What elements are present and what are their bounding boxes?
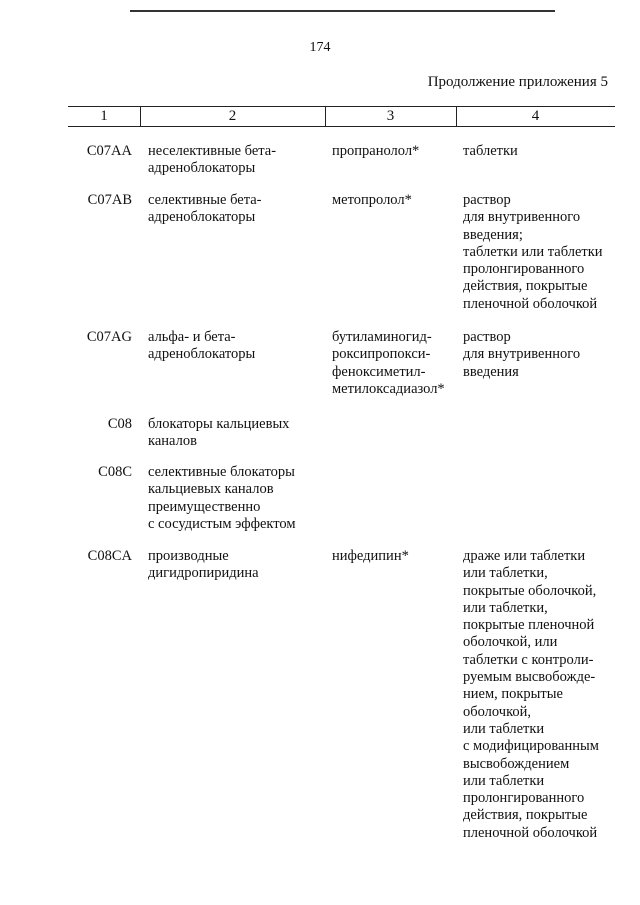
atc-code: C08 (107, 416, 132, 432)
pharmacological-group: производные дигидропиридина (148, 548, 259, 582)
drug-name: нифедипин* (332, 548, 409, 564)
drug-name: пропранолол* (332, 143, 420, 159)
pharmacological-group: неселективные бета- адреноблокаторы (148, 143, 277, 177)
atc-code: C08CA (87, 548, 132, 564)
atc-code: C08C (98, 464, 132, 480)
dosage-form: драже или таблетки или таблетки, покрытые оболочкой, или таблетки, покрытые пленочной оболочкой, или таблетки с контроли- руемым высвобожде- нием, покрытые оболочкой, или таблетки с модифицированным высвобождением или таблетки пролонгированного действия, покрытые пленочной оболочкой (463, 548, 599, 841)
atc-code: C07AB (87, 192, 132, 208)
drug-name: бутиламиногид- роксипропокси- феноксиметил- метилоксадиазол* (332, 329, 445, 397)
appendix-continuation-note: Продолжение приложения 5 (427, 74, 608, 90)
pharmacological-group: селективные блокаторы кальциевых каналов преимущественно с сосудистым эффектом (148, 464, 296, 532)
dosage-form: таблетки (463, 143, 518, 159)
dosage-form: раствор для внутривенного введения (463, 329, 581, 380)
column-header-3: 3 (386, 108, 395, 124)
drug-name: метопролол* (332, 192, 412, 208)
column-header-4: 4 (531, 108, 540, 124)
pharmacological-group: блокаторы кальциевых каналов (148, 416, 290, 450)
atc-code: C07AA (86, 143, 132, 159)
page-number: 174 (309, 40, 331, 55)
atc-code: C07AG (86, 329, 132, 345)
pharmacological-group: селективные бета- адреноблокаторы (148, 192, 262, 226)
column-header-2: 2 (228, 108, 237, 124)
pharmacological-group: альфа- и бета- адреноблокаторы (148, 329, 256, 363)
table-header-bottom-rule (68, 126, 615, 127)
table-header-top-rule (68, 106, 615, 107)
dosage-form: раствор для внутривенного введения; таблетки или таблетки пролонгированного действия, покрытые пленочной оболочкой (463, 192, 603, 312)
top-rule (130, 10, 555, 12)
column-header-1: 1 (100, 108, 108, 124)
